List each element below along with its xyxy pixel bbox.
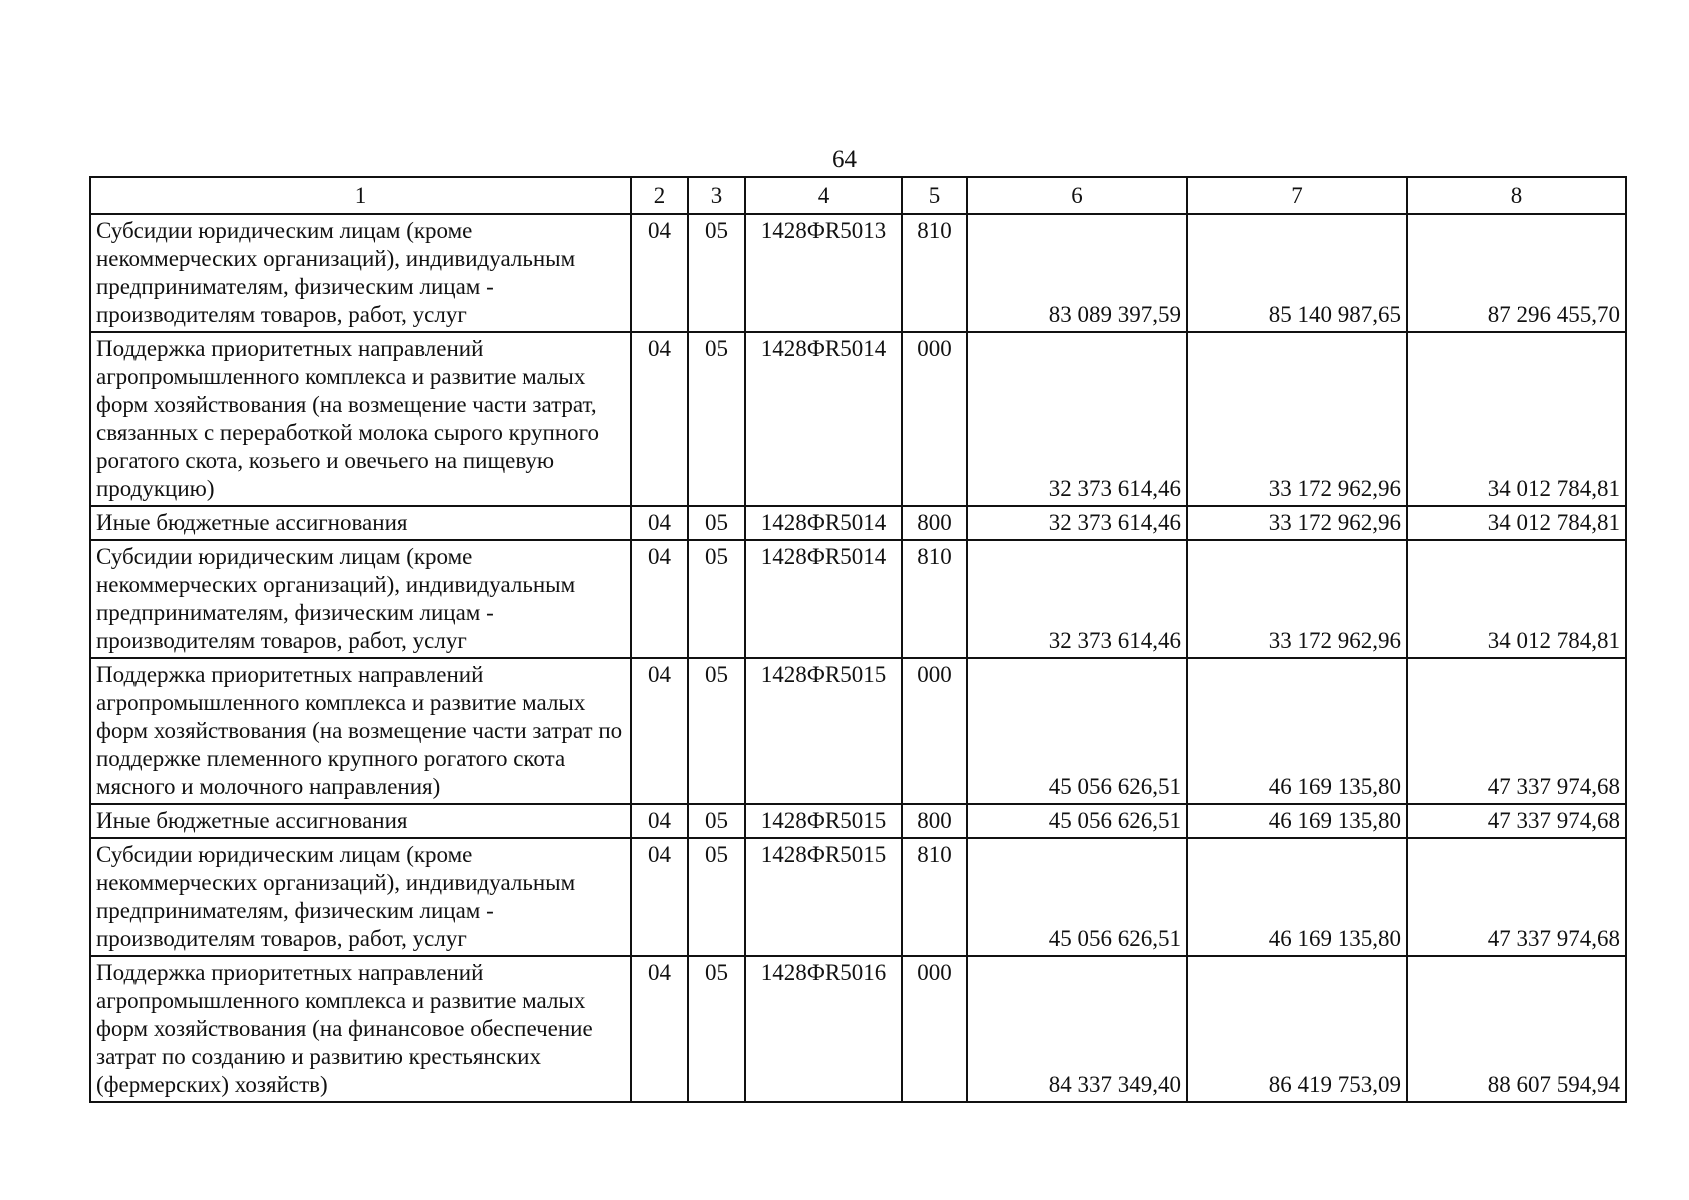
item-name: Поддержка приоритетных направлений агропромышленного комплекса и развитие малых форм хозяйствования (на финансовое обеспечение затрат по созданию и развитию крестьянских (фермерских) хозяйств) <box>90 956 631 1102</box>
header-cell: 7 <box>1187 177 1407 214</box>
section-code: 04 <box>631 804 688 838</box>
amount-col6: 45 056 626,51 <box>967 658 1187 804</box>
section-code: 04 <box>631 540 688 658</box>
amount-col7: 85 140 987,65 <box>1187 214 1407 332</box>
target-article-code: 1428ФR5015 <box>745 804 902 838</box>
section-code: 04 <box>631 332 688 506</box>
subsection-code: 05 <box>688 506 745 540</box>
table-row <box>90 956 1626 1102</box>
expense-type-code: 000 <box>902 332 967 506</box>
item-name: Субсидии юридическим лицам (кроме некоммерческих организаций), индивидуальным предпринимателям, физическим лицам - производителям товаров, работ, услуг <box>90 540 631 658</box>
budget-table <box>89 176 1627 1103</box>
target-article-code: 1428ФR5013 <box>745 214 902 332</box>
item-name: Субсидии юридическим лицам (кроме некоммерческих организаций), индивидуальным предпринимателям, физическим лицам - производителям товаров, работ, услуг <box>90 838 631 956</box>
amount-col6: 45 056 626,51 <box>967 838 1187 956</box>
amount-col7: 86 419 753,09 <box>1187 956 1407 1102</box>
target-article-code: 1428ФR5014 <box>745 506 902 540</box>
amount-col8: 87 296 455,70 <box>1407 214 1626 332</box>
item-name: Субсидии юридическим лицам (кроме некоммерческих организаций), индивидуальным предпринимателям, физическим лицам - производителям товаров, работ, услуг <box>90 214 631 332</box>
subsection-code: 05 <box>688 214 745 332</box>
subsection-code: 05 <box>688 956 745 1102</box>
item-name: Поддержка приоритетных направлений агропромышленного комплекса и развитие малых форм хозяйствования (на возмещение части затрат по поддержке племенного крупного рогатого скота мясного и молочного направления) <box>90 658 631 804</box>
expense-type-code: 000 <box>902 658 967 804</box>
amount-col7: 33 172 962,96 <box>1187 540 1407 658</box>
amount-col6: 45 056 626,51 <box>967 804 1187 838</box>
section-code: 04 <box>631 956 688 1102</box>
page-number: 64 <box>832 146 857 173</box>
amount-col7: 33 172 962,96 <box>1187 506 1407 540</box>
amount-col8: 47 337 974,68 <box>1407 838 1626 956</box>
table-row <box>90 804 1626 838</box>
amount-col6: 32 373 614,46 <box>967 506 1187 540</box>
table-header-row <box>90 177 1626 214</box>
table-row <box>90 332 1626 506</box>
target-article-code: 1428ФR5016 <box>745 956 902 1102</box>
subsection-code: 05 <box>688 658 745 804</box>
header-cell: 6 <box>967 177 1187 214</box>
target-article-code: 1428ФR5015 <box>745 658 902 804</box>
expense-type-code: 810 <box>902 214 967 332</box>
amount-col7: 46 169 135,80 <box>1187 838 1407 956</box>
section-code: 04 <box>631 506 688 540</box>
amount-col7: 46 169 135,80 <box>1187 804 1407 838</box>
table-row <box>90 506 1626 540</box>
section-code: 04 <box>631 658 688 804</box>
section-code: 04 <box>631 838 688 956</box>
item-name: Иные бюджетные ассигнования <box>90 506 631 540</box>
amount-col8: 88 607 594,94 <box>1407 956 1626 1102</box>
subsection-code: 05 <box>688 804 745 838</box>
header-cell: 1 <box>90 177 631 214</box>
expense-type-code: 000 <box>902 956 967 1102</box>
expense-type-code: 800 <box>902 804 967 838</box>
amount-col6: 83 089 397,59 <box>967 214 1187 332</box>
amount-col7: 46 169 135,80 <box>1187 658 1407 804</box>
subsection-code: 05 <box>688 540 745 658</box>
header-cell: 2 <box>631 177 688 214</box>
amount-col6: 32 373 614,46 <box>967 332 1187 506</box>
table-row <box>90 214 1626 332</box>
target-article-code: 1428ФR5014 <box>745 332 902 506</box>
amount-col8: 47 337 974,68 <box>1407 658 1626 804</box>
section-code: 04 <box>631 214 688 332</box>
table-row <box>90 838 1626 956</box>
header-cell: 5 <box>902 177 967 214</box>
expense-type-code: 810 <box>902 540 967 658</box>
table-row <box>90 658 1626 804</box>
amount-col8: 47 337 974,68 <box>1407 804 1626 838</box>
item-name: Иные бюджетные ассигнования <box>90 804 631 838</box>
amount-col7: 33 172 962,96 <box>1187 332 1407 506</box>
header-cell: 3 <box>688 177 745 214</box>
target-article-code: 1428ФR5014 <box>745 540 902 658</box>
header-cell: 8 <box>1407 177 1626 214</box>
expense-type-code: 800 <box>902 506 967 540</box>
amount-col8: 34 012 784,81 <box>1407 332 1626 506</box>
amount-col6: 32 373 614,46 <box>967 540 1187 658</box>
table-row <box>90 540 1626 658</box>
target-article-code: 1428ФR5015 <box>745 838 902 956</box>
amount-col8: 34 012 784,81 <box>1407 506 1626 540</box>
subsection-code: 05 <box>688 332 745 506</box>
amount-col6: 84 337 349,40 <box>967 956 1187 1102</box>
amount-col8: 34 012 784,81 <box>1407 540 1626 658</box>
item-name: Поддержка приоритетных направлений агропромышленного комплекса и развитие малых форм хозяйствования (на возмещение части затрат, связанных с переработкой молока сырого крупного рогатого скота, козьего и овечьего на пищевую продукцию) <box>90 332 631 506</box>
expense-type-code: 810 <box>902 838 967 956</box>
subsection-code: 05 <box>688 838 745 956</box>
header-cell: 4 <box>745 177 902 214</box>
